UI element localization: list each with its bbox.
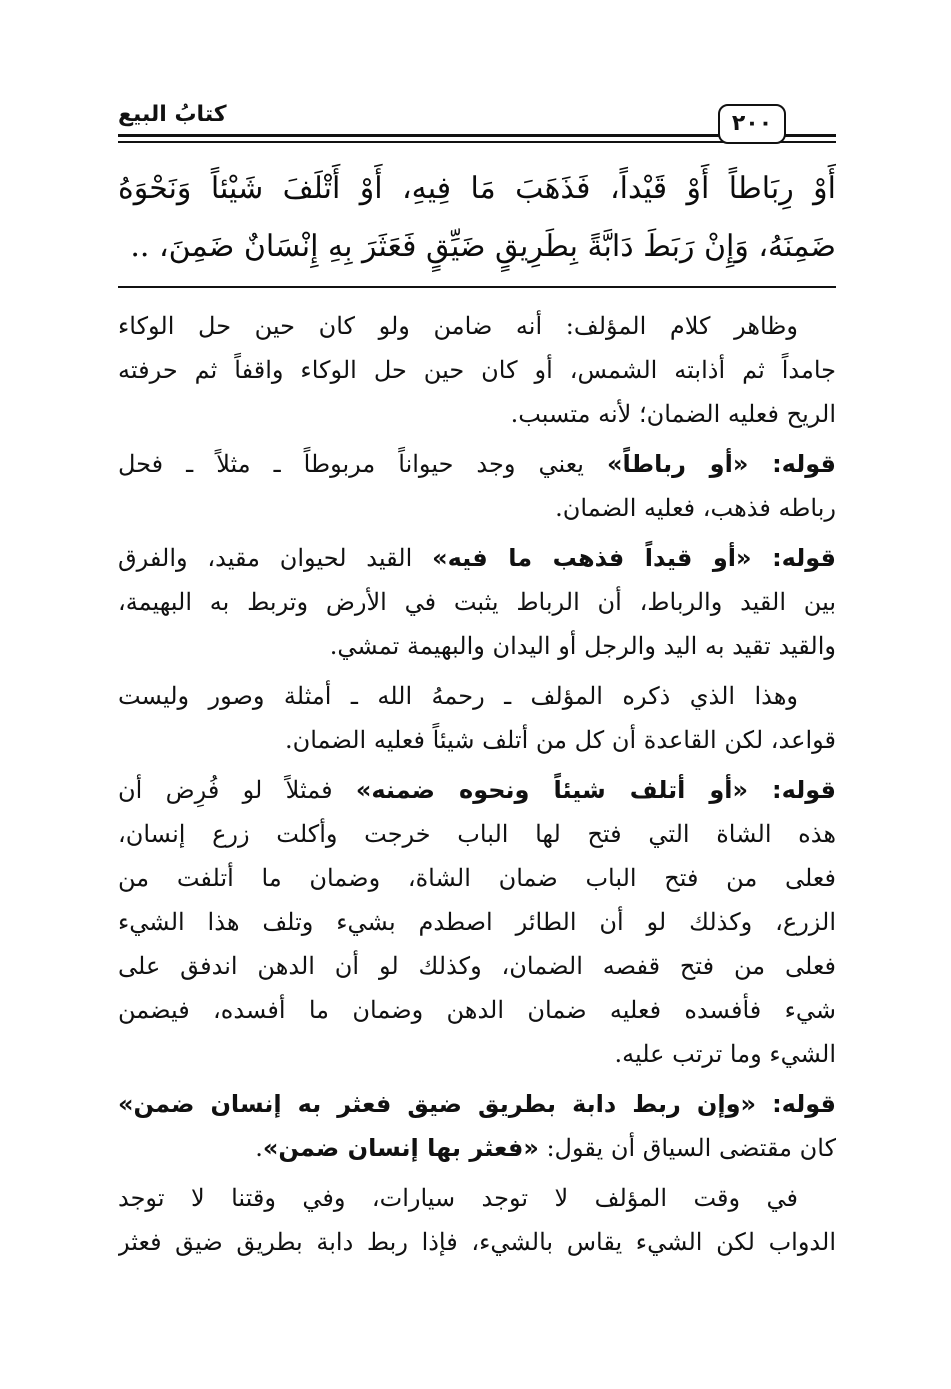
paragraph-line: جامداً ثم أذابته الشمس، أو كان حين حل الوكاء واقفاً ثم حرفته: [118, 356, 836, 384]
paragraph-line: فعلى من فتح الباب ضمان الشاة، وضمان ما أتلفت من: [118, 864, 836, 892]
paragraph-line: فعلى من فتح قفصه الضمان، وكذلك لو أن الدهن اندفق على: [118, 952, 836, 980]
book-title: كتابُ البيع: [118, 100, 233, 134]
paragraph-text: فمثلاً لو فُرِض أن: [118, 776, 356, 804]
commentary: [118, 304, 836, 1270]
paragraph: [118, 768, 836, 1076]
paragraph-line: [118, 1126, 836, 1170]
page-number: ٢٠٠: [718, 104, 786, 144]
paragraph: [118, 1176, 836, 1264]
quote-keyword: قوله: «أو أتلف شيئاً ونحوه ضمنه»: [355, 776, 836, 804]
paragraph: [118, 304, 836, 436]
paragraph-line: والقيد تقيد به اليد والرجل أو اليدان والبهيمة تمشي.: [329, 632, 836, 660]
section-divider: [118, 286, 836, 288]
paragraph-line: بين القيد والرباط، أن الرباط يثبت في الأرض وتربط به البهيمة،: [118, 588, 836, 616]
paragraph-line: في وقت المؤلف لا توجد سيارات، وفي وقتنا لا توجد: [118, 1184, 798, 1212]
base-text: [118, 160, 836, 276]
quote-keyword: قوله: «أو رباطاً»: [606, 450, 836, 478]
paragraph-line: رباطه فذهب، فعليه الضمان.: [555, 494, 836, 522]
paragraph-line: الدواب لكن الشيء يقاس بالشيء، فإذا ربط دابة بطريق ضيق فعثر: [118, 1228, 836, 1256]
quote-keyword: قوله: «وإن ربط دابة بطريق ضيق فعثر به إنسان ضمن»: [118, 1090, 836, 1118]
paragraph-text: القيد لحيوان مقيد، والفرق: [118, 544, 433, 572]
paragraph-line: وهذا الذي ذكره المؤلف ـ رحمهُ الله ـ أمثلة وصور وليست: [118, 682, 798, 710]
paragraph-line: [118, 768, 836, 812]
paragraph-line: [118, 1082, 836, 1126]
paragraph-text: كان مقتضى السياق أن يقول:: [538, 1134, 836, 1162]
paragraph: [118, 1082, 836, 1170]
paragraph-line: [118, 536, 836, 580]
paragraph-line: وظاهر كلام المؤلف: أنه ضامن ولو كان حين حل الوكاء: [118, 312, 798, 340]
paragraph: [118, 536, 836, 668]
paragraph-text: .: [255, 1134, 263, 1162]
paragraph: [118, 442, 836, 530]
paragraph: [118, 674, 836, 762]
running-header: [118, 100, 836, 152]
paragraph-line: [118, 442, 836, 486]
paragraph-line: الزرع، وكذلك لو أن الطائر اصطدم بشيء وتلف هذا الشيء: [118, 908, 836, 936]
paragraph-text: يعني وجد حيواناً مربوطاً ـ مثلاً ـ فحل: [118, 450, 607, 478]
paragraph-line: الشيء وما ترتب عليه.: [614, 1040, 836, 1068]
paragraph-line: هذه الشاة التي فتح لها الباب خرجت وأكلت زرع إنسان،: [118, 820, 836, 848]
paragraph-line: شيء فأفسده فعليه ضمان الدهن وضمان ما أفسده، فيضمن: [118, 996, 836, 1024]
base-text-line: أَوْ رِبَاطاً أَوْ قَيْداً، فَذَهَبَ مَا فِيهِ، أَوْ أَتْلَفَ شَيْئاً وَنَحْوَهُ: [118, 171, 836, 206]
base-text-line: ضَمِنَهُ، وَإِنْ رَبَطَ دَابَّةً بِطَرِيقٍ ضَيِّقٍ فَعَثَرَ بِهِ إِنْسَانٌ ضَمِنَ، ..: [130, 229, 836, 264]
quote-keyword: «فعثر بها إنسان ضمن»: [262, 1134, 539, 1162]
paragraph-line: الريح فعليه الضمان؛ لأنه متسبب.: [510, 400, 836, 428]
quote-keyword: قوله: «أو قيداً فذهب ما فيه»: [432, 544, 836, 572]
paragraph-line: قواعد، لكن القاعدة أن كل من أتلف شيئاً فعليه الضمان.: [284, 726, 836, 754]
